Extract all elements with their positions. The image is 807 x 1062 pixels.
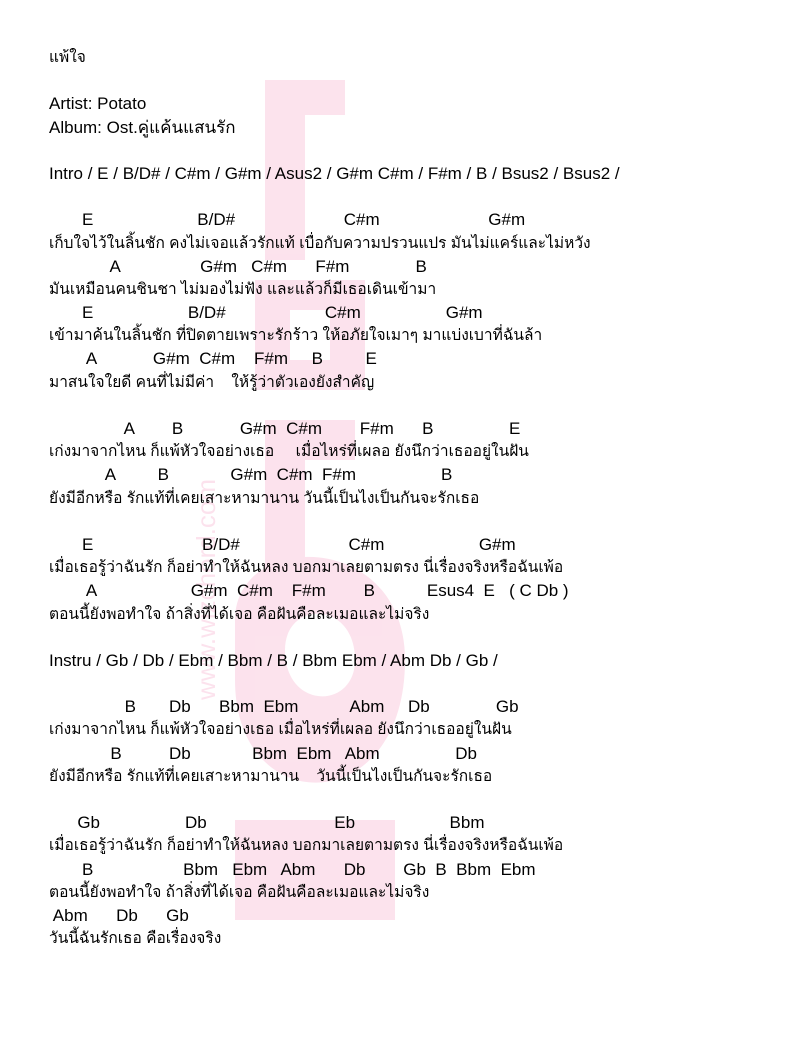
lyric-line: วันนี้ฉันรักเธอ คือเรื่องจริง <box>49 930 222 948</box>
chord-line: B Db Bbm Ebm Abm Db Gb <box>49 697 519 717</box>
chorus-1 <box>49 417 799 510</box>
lyric-line: ตอนนี้ยังพอทำใจ ถ้าสิ่งที่ได้เจอ คือฝันคือละเมอและไม่จริง <box>49 605 430 623</box>
verse-1 <box>49 208 799 394</box>
lyric-line: ยังมีอีกหรือ รักแท้ที่เคยเสาะหามานาน วันนี้เป็นไงเป็นกันจะรักเธอ <box>49 767 493 785</box>
chord-line: A B G#m C#m F#m B E <box>49 419 521 438</box>
lyric-line: เข้ามาค้นในลิ้นชัก ที่ปิดตายเพราะรักร้าว ให้อภัยใจเมาๆ มาแบ่งเบาที่ฉันล้า <box>49 327 543 345</box>
lyric-line: เมื่อเธอรู้ว่าฉันรัก ก็อย่าทำให้ฉันหลง บอกมาเลยตามตรง นี่เรื่องจริงหรือฉันเพ้อ <box>49 837 564 855</box>
instru-line: Instru / Gb / Db / Ebm / Bbm / B / Bbm Ebm / Abm Db / Gb / <box>49 650 498 670</box>
artist-line: Artist: Potato <box>49 94 147 114</box>
lyric-line: เมื่อเธอรู้ว่าฉันรัก ก็อย่าทำให้ฉันหลง บอกมาเลยตามตรง นี่เรื่องจริงหรือฉันเพ้อ <box>49 559 564 577</box>
song-title: แพ้ใจ <box>49 49 86 66</box>
album-line: Album: Ost.คู่แค้นแสนรัก <box>49 117 236 137</box>
chord-line: Gb Db Eb Bbm <box>49 813 485 833</box>
chord-line: B Db Bbm Ebm Abm Db <box>49 743 477 763</box>
chord-line: E B/D# C#m G#m <box>49 303 483 323</box>
watermark-text: www.wizchord.com <box>191 478 221 700</box>
lyric-line: เก็บใจไว้ในลิ้นชัก คงไม่เจอแล้วรักแท้ เบื่อกับความปรวนแปร มันไม่แคร์และไม่หวัง <box>49 234 591 252</box>
chord-line: E B/D# C#m G#m <box>49 534 516 554</box>
lyric-line: ตอนนี้ยังพอทำใจ ถ้าสิ่งที่ได้เจอ คือฝันคือละเมอและไม่จริง <box>49 883 430 901</box>
lyric-line: เก่งมาจากไหน ก็แพ้หัวใจอย่างเธอ เมื่อไหร่ที่เผลอ ยังนึกว่าเธออยู่ในฝัน <box>49 443 529 461</box>
chord-line: A G#m C#m F#m B <box>49 256 427 276</box>
chord-line: A G#m C#m F#m B Esus4 E ( C Db ) <box>49 581 569 601</box>
chord-sheet <box>49 46 799 950</box>
verse-3 <box>49 811 799 950</box>
lyric-line: เก่งมาจากไหน ก็แพ้หัวใจอย่างเธอ เมื่อไหร่ที่เผลอ ยังนึกว่าเธออยู่ในฝัน <box>49 721 512 739</box>
lyric-line: มาสนใจใยดี คนที่ไม่มีค่า ให้รู้ว่าตัวเองยังสำคัญ <box>49 373 375 391</box>
lyric-line: มันเหมือนคนชินชา ไม่มองไม่ฟัง และแล้วก็มีเธอเดินเข้ามา <box>49 280 437 298</box>
chord-line: Abm Db Gb <box>49 905 189 925</box>
chorus-2 <box>49 695 799 788</box>
chord-line: A B G#m C#m F#m B <box>49 465 453 485</box>
chord-line: B Bbm Ebm Abm Db Gb B Bbm Ebm <box>49 859 536 879</box>
verse-2 <box>49 533 799 626</box>
intro-line: Intro / E / B/D# / C#m / G#m / Asus2 / G#m C#m / F#m / B / Bsus2 / Bsus2 / <box>49 163 620 183</box>
chord-line: E B/D# C#m G#m <box>49 210 526 230</box>
lyric-line: ยังมีอีกหรือ รักแท้ที่เคยเสาะหามานาน วันนี้เป็นไงเป็นกันจะรักเธอ <box>49 489 480 507</box>
chord-line: A G#m C#m F#m B E <box>49 349 377 369</box>
